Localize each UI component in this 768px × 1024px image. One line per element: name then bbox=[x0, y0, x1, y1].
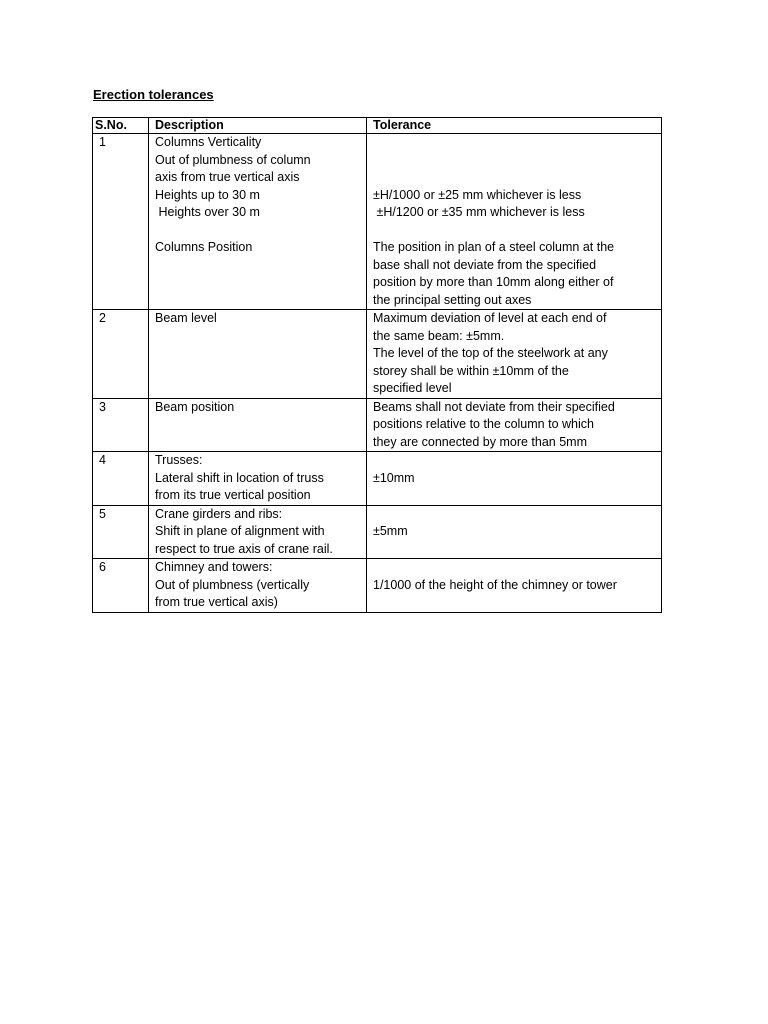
table-row bbox=[93, 505, 662, 559]
description-line: Beam position bbox=[155, 399, 235, 414]
tolerance-line: the principal setting out axes bbox=[373, 292, 532, 307]
tolerance-line: The level of the top of the steelwork at any bbox=[373, 346, 608, 360]
row-sno: 3 bbox=[93, 398, 149, 452]
row-sno: 1 bbox=[93, 134, 149, 310]
table-row bbox=[93, 559, 662, 613]
tolerance-line: ±H/1000 or ±25 mm whichever is less bbox=[373, 187, 582, 202]
header-description: Description bbox=[149, 118, 367, 134]
row-description bbox=[149, 559, 367, 613]
tolerance-table bbox=[92, 117, 662, 613]
description-line: Columns Verticality bbox=[155, 135, 262, 149]
tolerance-line: position by more than 10mm along either of bbox=[373, 275, 614, 289]
row-sno: 5 bbox=[93, 505, 149, 559]
tolerance-line: 1/1000 of the height of the chimney or tower bbox=[373, 577, 617, 592]
tolerance-line bbox=[373, 169, 661, 187]
tolerance-line: Maximum deviation of level at each end of bbox=[373, 311, 607, 325]
tolerance-line: positions relative to the column to which bbox=[373, 417, 594, 431]
tolerance-line bbox=[373, 152, 661, 170]
description-line: from its true vertical position bbox=[155, 488, 311, 502]
description-line: Heights over 30 m bbox=[155, 205, 260, 219]
row-sno: 2 bbox=[93, 310, 149, 399]
description-line: Trusses: bbox=[155, 453, 203, 467]
row-tolerance bbox=[367, 559, 662, 613]
row-description bbox=[149, 505, 367, 559]
table-row bbox=[93, 134, 662, 310]
tolerance-line: ±H/1200 or ±35 mm whichever is less bbox=[373, 205, 585, 219]
tolerance-line: they are connected by more than 5mm bbox=[373, 434, 588, 449]
row-tolerance bbox=[367, 452, 662, 506]
description-line: Crane girders and ribs: bbox=[155, 506, 283, 521]
description-line: Columns Position bbox=[155, 240, 253, 254]
table-row bbox=[93, 310, 662, 399]
row-tolerance bbox=[367, 505, 662, 559]
table-header-row bbox=[93, 118, 662, 134]
row-description bbox=[149, 452, 367, 506]
row-sno: 4 bbox=[93, 452, 149, 506]
description-line: Out of plumbness (vertically bbox=[155, 577, 310, 592]
tolerance-line: The position in plan of a steel column at the bbox=[373, 240, 615, 254]
row-tolerance bbox=[367, 134, 662, 310]
table-body bbox=[93, 134, 662, 613]
description-line: Lateral shift in location of truss bbox=[155, 470, 324, 485]
description-line: respect to true axis of crane rail. bbox=[155, 541, 333, 556]
description-line: Beam level bbox=[155, 311, 217, 325]
description-line: Out of plumbness of column bbox=[155, 152, 311, 167]
tolerance-line bbox=[373, 134, 661, 152]
row-sno: 6 bbox=[93, 559, 149, 613]
page-title: Erection tolerances bbox=[93, 87, 214, 102]
description-line: axis from true vertical axis bbox=[155, 170, 300, 184]
tolerance-line bbox=[373, 222, 661, 240]
tolerance-line: ±10mm bbox=[373, 470, 415, 485]
description-line: Chimney and towers: bbox=[155, 560, 273, 574]
header-tolerance: Tolerance bbox=[367, 118, 662, 134]
table-row bbox=[93, 452, 662, 506]
tolerance-line: the same beam: ±5mm. bbox=[373, 328, 505, 343]
row-description bbox=[149, 134, 367, 310]
description-line: from true vertical axis) bbox=[155, 595, 278, 609]
tolerance-line: specified level bbox=[373, 381, 452, 395]
description-line: Shift in plane of alignment with bbox=[155, 524, 325, 538]
description-line: Heights up to 30 m bbox=[155, 187, 260, 202]
tolerance-line: storey shall be within ±10mm of the bbox=[373, 363, 569, 378]
tolerance-line: base shall not deviate from the specified bbox=[373, 257, 597, 272]
row-description bbox=[149, 398, 367, 452]
row-tolerance bbox=[367, 398, 662, 452]
header-sno: S.No. bbox=[93, 118, 149, 134]
row-tolerance bbox=[367, 310, 662, 399]
tolerance-line: Beams shall not deviate from their specified bbox=[373, 399, 615, 414]
description-line bbox=[155, 222, 366, 240]
tolerance-line: ±5mm bbox=[373, 524, 408, 538]
table-row bbox=[93, 398, 662, 452]
row-description bbox=[149, 310, 367, 399]
